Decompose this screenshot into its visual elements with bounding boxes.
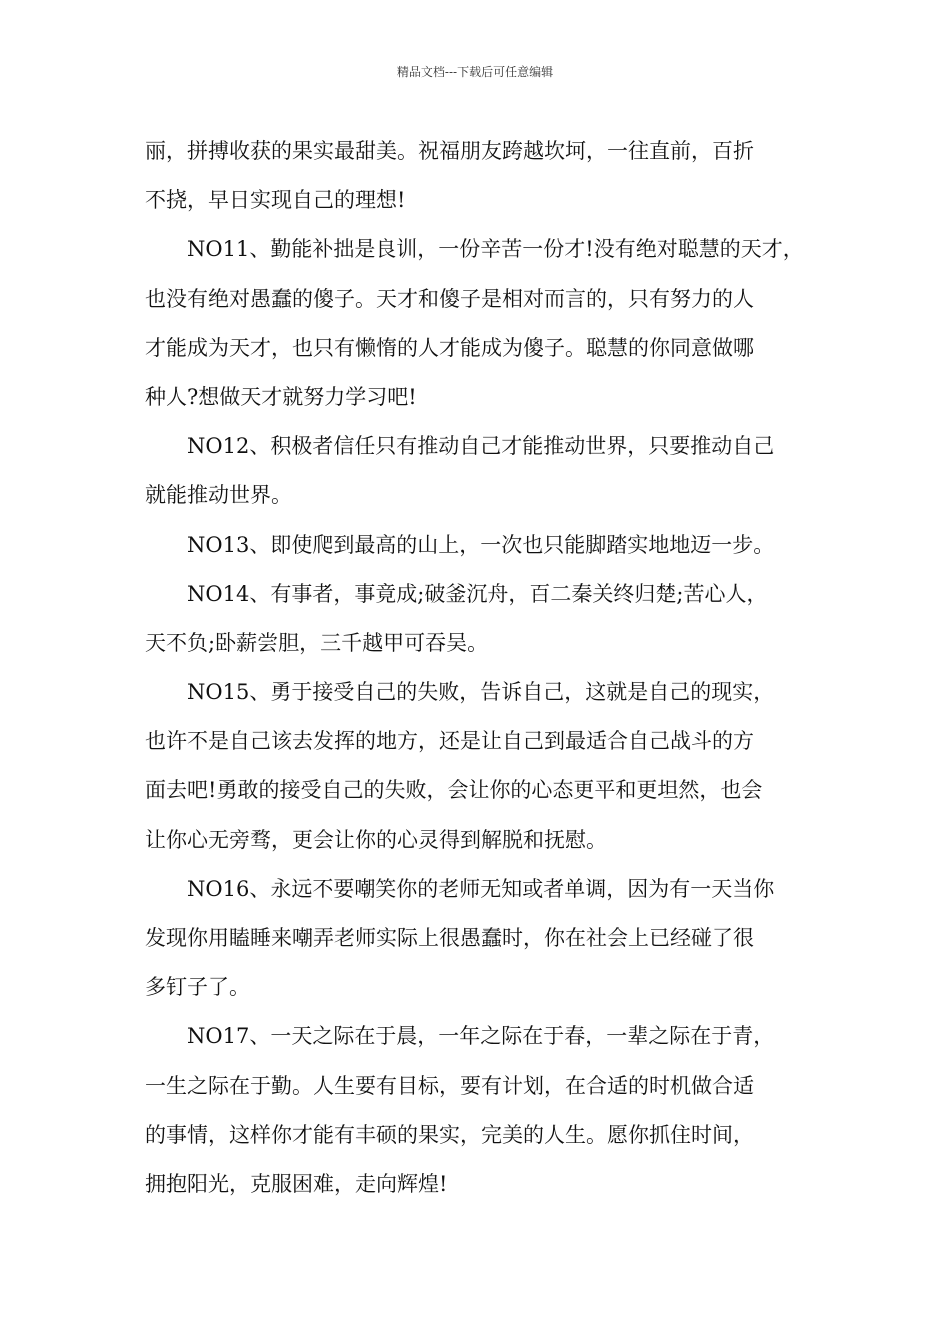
paragraph-no14: [145, 570, 810, 668]
text-line: NO12、积极者信任只有推动自己才能推动世界，只要推动自己: [187, 434, 775, 459]
text-line: NO15、勇于接受自己的失败，告诉自己，这就是自己的现实，: [187, 680, 775, 705]
paragraph-no11: [145, 225, 810, 422]
text-line: 也许不是自己该去发挥的地方，还是让自己到最适合自己战斗的方: [145, 729, 754, 754]
text-line: NO16、永远不要嘲笑你的老师无知或者单调，因为有一天当你: [187, 876, 775, 901]
text-line: 不挠，早日实现自己的理想!: [145, 188, 406, 213]
text-line: 才能成为天才，也只有懒惰的人才能成为傻子。聪慧的你同意做哪: [145, 335, 754, 360]
text-line: 让你心无旁骛，更会让你的心灵得到解脱和抚慰。: [145, 827, 607, 852]
document-body: [145, 127, 810, 1209]
text-line: 拥抱阳光，克服困难，走向辉煌!: [145, 1171, 448, 1196]
text-line: NO13、即使爬到最高的山上，一次也只能脚踏实地地迈一步。: [187, 532, 775, 557]
text-line: 种人?想做天才就努力学习吧!: [145, 384, 417, 409]
text-line: 多钉子了。: [145, 975, 250, 1000]
text-line: 面去吧!勇敢的接受自己的失败，会让你的心态更平和更坦然，也会: [145, 778, 763, 803]
paragraph-no13: [145, 521, 810, 570]
page-header: 精品文档---下载后可任意编辑: [396, 65, 554, 79]
text-line: 也没有绝对愚蠢的傻子。天才和傻子是相对而言的，只有努力的人: [145, 286, 754, 311]
text-line: 一生之际在于勤。人生要有目标，要有计划，在合适的时机做合适: [145, 1073, 754, 1098]
text-line: 发现你用瞌睡来嘲弄老师实际上很愚蠢时，你在社会上已经碰了很: [145, 926, 754, 950]
paragraph-no16: [145, 865, 810, 1013]
paragraph-no17: [145, 1012, 810, 1209]
text-line: 就能推动世界。: [145, 483, 292, 508]
paragraph-no12: [145, 422, 810, 520]
paragraph-continuation: [145, 127, 810, 225]
text-line: NO14、有事者，事竟成;破釜沉舟，百二秦关终归楚;苦心人，: [187, 581, 768, 606]
paragraph-no15: [145, 668, 810, 865]
text-line: 天不负;卧薪尝胆，三千越甲可吞吴。: [145, 630, 489, 655]
text-line: NO17、一天之际在于晨，一年之际在于春，一辈之际在于青，: [187, 1024, 775, 1049]
text-line: 丽，拼搏收获的果实最甜美。祝福朋友跨越坎坷，一往直前，百折: [145, 139, 754, 163]
text-line: NO11、勤能补拙是良训，一份辛苦一份才!没有绝对聪慧的天才，: [187, 237, 804, 262]
text-line: 的事情，这样你才能有丰硕的果实，完美的人生。愿你抓住时间，: [145, 1122, 754, 1147]
